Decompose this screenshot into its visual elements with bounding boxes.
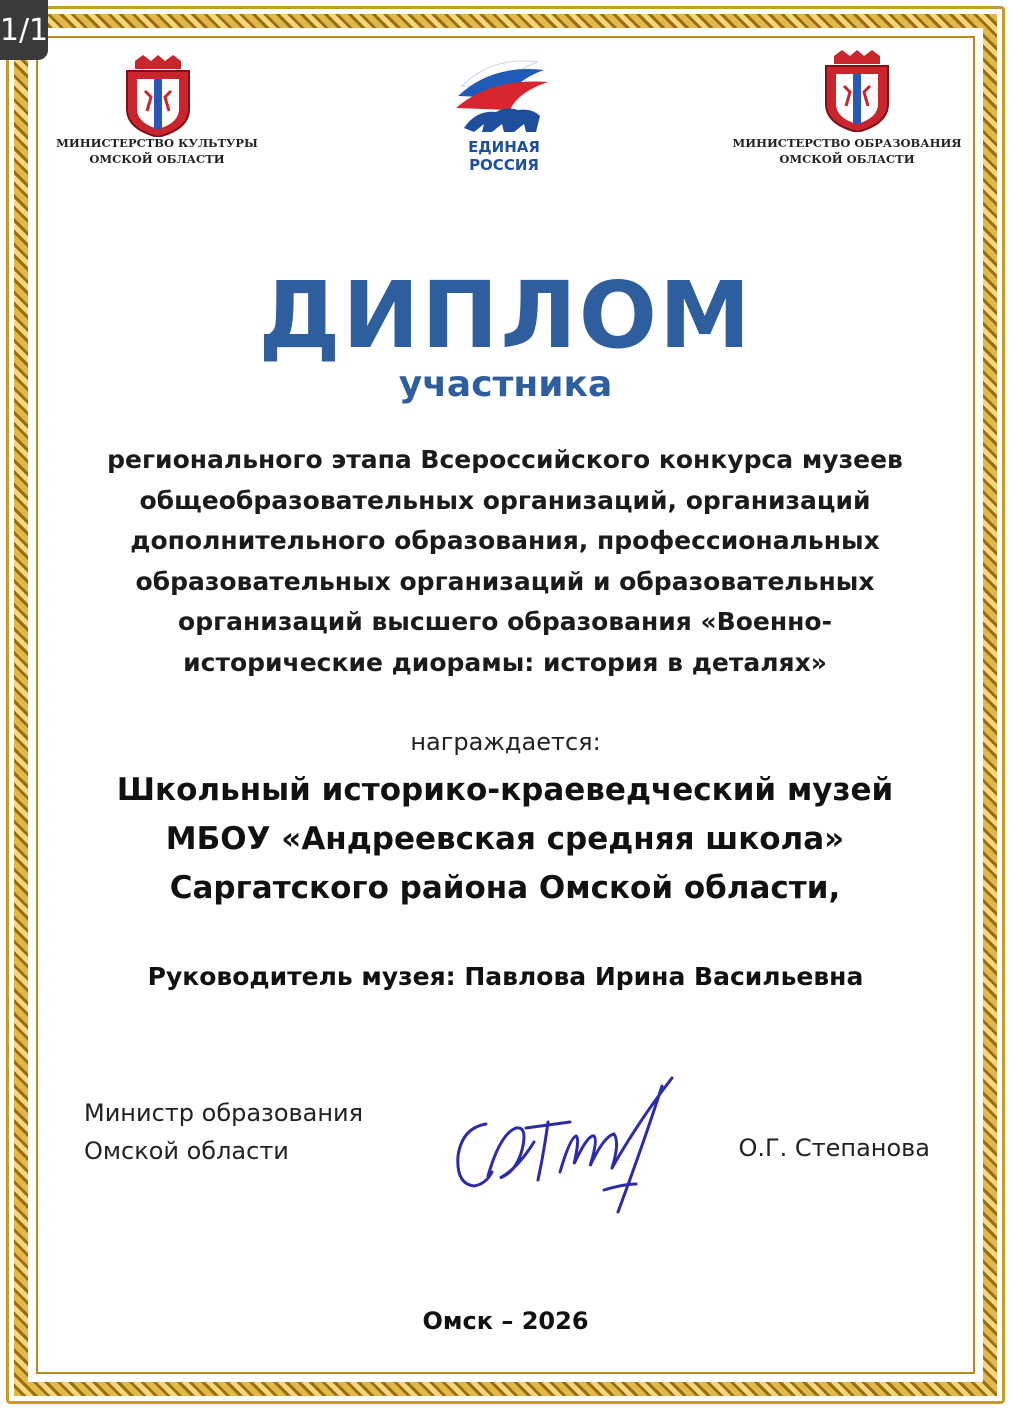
culture-ministry-line2: ОМСКОЙ ОБЛАСТИ — [89, 152, 225, 166]
omsk-coat-of-arms-icon — [820, 50, 894, 132]
signer-title-line2: Омской области — [84, 1137, 289, 1165]
contest-line: организаций высшего образования «Военно- — [178, 607, 832, 636]
party-logo-line1: ЕДИНАЯ — [468, 138, 540, 156]
contest-description — [90, 440, 920, 683]
museum-supervisor: Руководитель музея: Павлова Ирина Васильевна — [147, 962, 864, 991]
education-ministry-name — [722, 135, 972, 167]
signer-title-line1: Министр образования — [84, 1099, 364, 1127]
contest-line: образовательных организаций и образовательных — [135, 566, 875, 596]
culture-ministry-name — [32, 135, 282, 167]
signer-title — [84, 1094, 404, 1170]
culture-ministry-line1: МИНИСТЕРСТВО КУЛЬТУРЫ — [56, 136, 258, 150]
signer-name: О.Г. Степанова — [738, 1134, 930, 1162]
recipient-line: Саргатского района Омской области, — [169, 870, 841, 906]
education-ministry-line1: МИНИСТЕРСТВО ОБРАЗОВАНИЯ — [732, 136, 962, 150]
contest-line: исторические диорамы: история в деталях» — [183, 647, 827, 677]
omsk-coat-of-arms-icon — [121, 55, 195, 137]
education-ministry-line2: ОМСКОЙ ОБЛАСТИ — [779, 152, 915, 166]
party-logo-line2: РОССИЯ — [469, 156, 539, 174]
awarded-label: награждается: — [410, 728, 601, 756]
recipient-line: МБОУ «Андреевская средняя школа» — [165, 821, 845, 857]
contest-line: общеобразовательных организаций, организаций — [139, 485, 871, 515]
recipient-line: Школьный историко-краеведческий музей — [116, 772, 894, 808]
contest-line: регионального этапа Всероссийского конкурса музеев — [107, 445, 903, 474]
handwritten-signature — [448, 1072, 688, 1222]
united-russia-bear-logo-icon — [452, 52, 556, 176]
contest-line: дополнительного образования, профессиональных — [130, 526, 880, 555]
recipient-block — [80, 766, 930, 913]
place-and-year: Омск – 2026 — [422, 1307, 589, 1335]
page-counter: 1/1 — [0, 0, 48, 60]
diploma-title: ДИПЛОМ — [258, 262, 753, 369]
diploma-subtitle: участника — [398, 364, 613, 405]
